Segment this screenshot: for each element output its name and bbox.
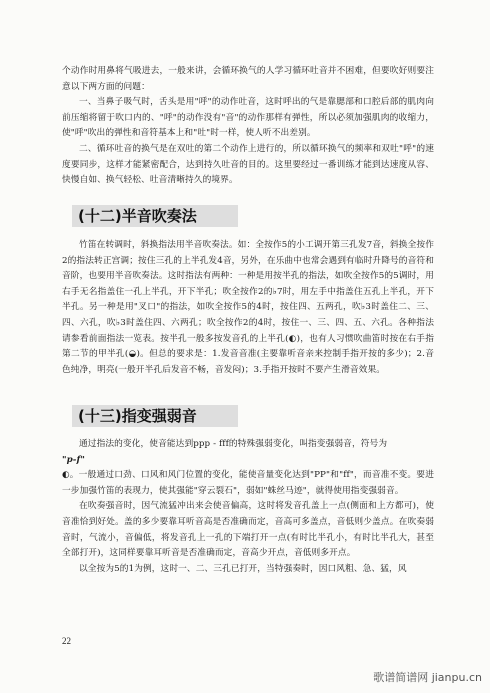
site-watermark: 歌谱简谱网 jianpu.cn [373,671,482,684]
section-13-symbol: "p-f" [62,454,85,465]
section-13-paragraph-2: ◐。一般通过口劲、口风和风门位置的变化，能使音量变化达到"PP"和"ff"，而音准不变。要进一步加强竹笛的表现力，使其强能"穿云裂石"，弱如"蛛丝马迹"，就得使用指变强弱音。 [62,470,434,496]
page-number: 22 [62,636,71,646]
section-12-heading: (十二)半音吹奏法 [72,205,238,227]
top-text-block [62,64,434,189]
paragraph-intro: 个动作时用鼻将气吸进去，一般来讲，会循环换气的人学习循环吐音并不困难，但要吹好则要注意以下两方面的问题： [62,66,434,92]
section-12-body [62,238,434,378]
section-13-paragraph-4: 以全按为5的1为例，这时一、二、三孔已打开，当特强奏时，因口风粗、急、猛，风 [79,563,407,574]
section-13-body [62,437,434,577]
section-13-paragraph-3: 在吹奏强音时，因气流猛冲出来会使音偏高，这时将发音孔盖上一点(侧面和上方都可)，使音准恰到好处。盖的多少要靠耳听音高是否准确而定，音高可多盖点，音低则少盖点。在吹奏弱音时，气流小，音偏低，将发音孔上一孔的下端打开一点(有时比半孔小，有时比半孔大，甚至全部打开)，这同样要靠耳听音是否准确而定，音高少开点，音低则多开点。 [62,501,434,559]
section-12-paragraph: 竹笛在转调时，斜换指法用半音吹奏法。如：全按作5的小工调开第三孔发7音，斜换全按作2的指法转正宫调；按住三孔的上半孔发4音，另外，在乐曲中也常会遇到有临时升降号的音符和音阶，也要用半音吹奏法。这时指法有两种：一种是用按半孔的指法，如吹全按作5的5调时，用右手无名指盖住一孔上半孔，开下半孔；吹全按作2的♭7时，用左手中指盖住五孔上半孔，开下半孔。另一种是用"叉口"的指法，如吹全按作5的4时，按住四、五两孔，吹♭3时盖住二、三、四、六孔，吹♭3时盖住四、六两孔；吹全按作2的4时，按住一、三、四、五、六孔。各种指法请参看前面指法一览表。按半孔一般多按发音孔的上半孔(◐)，也有人习惯吹曲笛时按在右手指第二节的甲半孔(◒)。但总的要求是：1.发音音准(主要靠听音亲来控制手指开按的多少)；2.音色纯净，明亮(一般开半孔后发音不畅，音发闷)；3.手指开按时不要产生滑音效果。 [62,240,434,375]
section-13-heading: (十三)指变强弱音 [72,405,238,427]
paragraph-point-one: 一、当鼻子吸气时，舌头是用"呼"的动作吐音，这时呼出的气是靠腮部和口腔后部的肌肉向前压缩将留于吹口内的、"呼"的动作没有"音"的动作那样有弹性，所以必须加强肌肉的收缩力，使"呼"吹出的弹性和音符基本上和"吐"时一样，使人听不出差别。 [62,97,434,139]
paragraph-point-two: 二、循环吐音的换气是在双吐的第二个动作上进行的，所以循环换气的频率和双吐"呼"的速度要同步，这样才能紧密配合，达到持久吐音的目的。这里要经过一番训练才能到达速度从容、快慢自如、换气轻松、吐音清晰持久的境界。 [62,143,434,186]
section-13-paragraph-1: 通过指法的变化，使音能达到ppp - fff的特殊强弱变化，叫指变强弱音，符号为 [79,439,388,449]
